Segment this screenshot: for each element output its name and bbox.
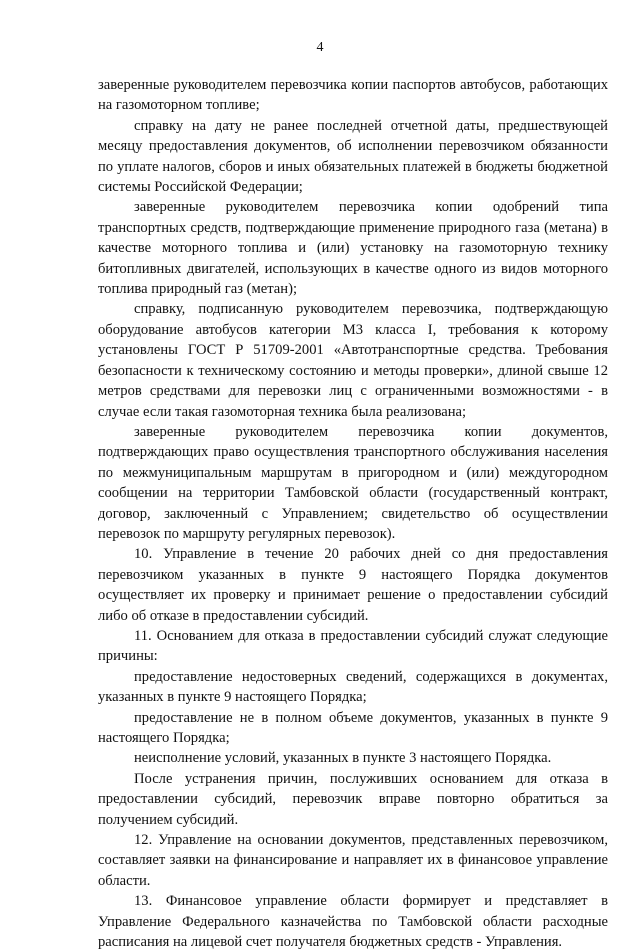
paragraph: После устранения причин, послуживших основанием для отказа в предоставлении субсидий, перевозчик вправе повторно обратиться за получением субсидий. [98, 770, 608, 828]
paragraph: справку, подписанную руководителем перевозчика, подтверждающую оборудование автобусов категории М3 класса I, требования к которому установлены ГОСТ Р 51709-2001 «Автотранспортные средства. Требования безопасности к техническому состоянию и методы проверки», длиной свыше 12 метров средствами для перевозки лиц с ограниченными возможностями - в случае если такая газомоторная техника была реализована; [98, 301, 608, 420]
paragraph: заверенные руководителем перевозчика копии паспортов автобусов, работающих на газомоторном топливе; [98, 77, 608, 114]
paragraph: 10. Управление в течение 20 рабочих дней со дня предоставления перевозчиком указанных в пункте 9 настоящего Порядка документов осуществляет их проверку и принимает решение о предоставлении субсидий либо об отказе в предоставлении субсидий. [98, 546, 608, 624]
paragraph: заверенные руководителем перевозчика копии документов, подтверждающих право осуществления транспортного обслуживания населения по межмуниципальным маршрутам в пригородном и (или) междугородном сообщении на территории Тамбовской области (государственный контракт, договор, заключенный с Управлением; свидетельство об осуществлении перевозок по маршруту регулярных перевозок). [98, 423, 608, 542]
paragraph: заверенные руководителем перевозчика копии одобрений типа транспортных средств, подтверждающие применение природного газа (метана) в качестве моторного топлива и (или) установку на газомоторную технику битопливных двигателей, использующих в качестве одного из видов моторного топлива природный газ (метан); [98, 199, 608, 298]
paragraph: предоставление недостоверных сведений, содержащихся в документах, указанных в пункте 9 настоящего Порядка; [98, 668, 608, 706]
paragraph: 12. Управление на основании документов, представленных перевозчиком, составляет заявки на финансирование и направляет их в финансовое управление области. [98, 832, 608, 889]
paragraph: 11. Основанием для отказа в предоставлении субсидий служат следующие причины: [98, 627, 608, 665]
paragraph: предоставление не в полном объеме документов, указанных в пункте 9 настоящего Порядка; [98, 709, 608, 746]
paragraph: неисполнение условий, указанных в пункте 3 настоящего Порядка. [134, 750, 552, 767]
document-body [98, 75, 608, 952]
paragraph: справку на дату не ранее последней отчетной даты, предшествующей месяцу предоставления документов, об исполнении перевозчиком обязанности по уплате налогов, сборов и иных обязательных платежей в бюджеты бюджетной системы Российской Федерации; [98, 117, 608, 196]
page-number: 4 [316, 40, 324, 55]
paragraph: 13. Финансовое управление области формирует и представляет в Управление Федерального казначейства по Тамбовской области расходные расписания на лицевой счет получателя бюджетных средств - Управления. [98, 893, 608, 951]
